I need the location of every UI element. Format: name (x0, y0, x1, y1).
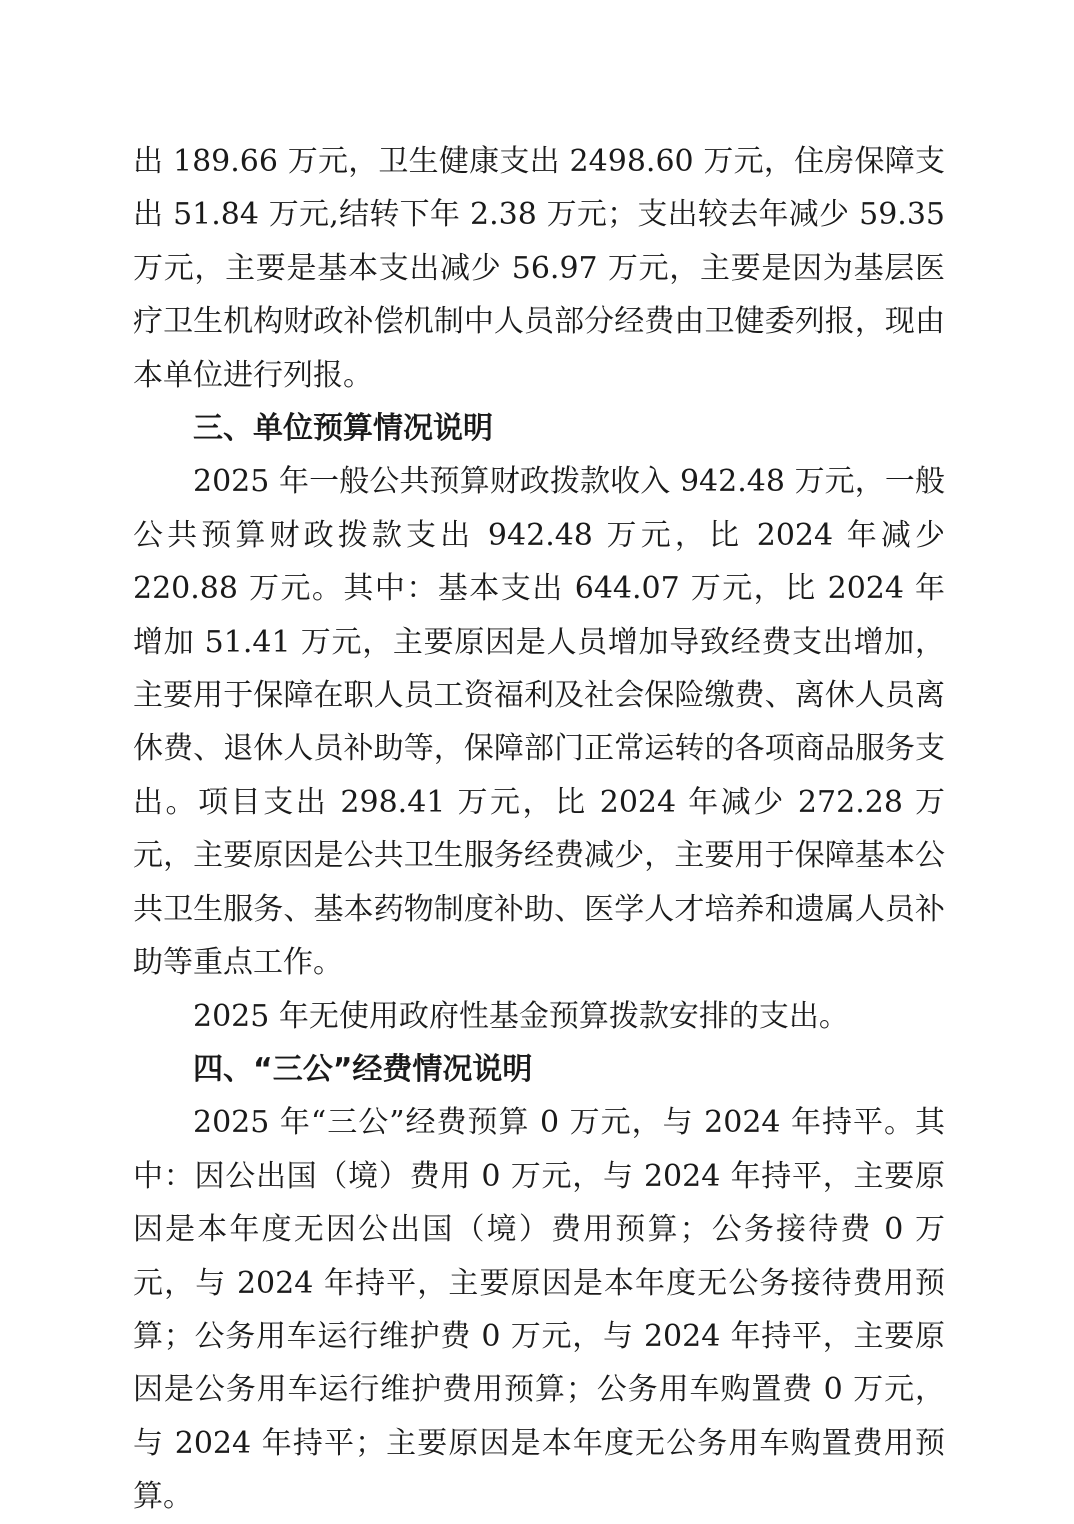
section-heading-unit-budget: 三、单位预算情况说明 (193, 411, 493, 447)
paragraph-general-budget: 2025 年一般公共预算财政拨款收入 942.48 万元，一般公共预算财政拨款支出 942.48 万元，比 2024 年减少 220.88 万元。其中：基本支出 644.07 万元，比 2024 年增加 51.41 万元，主要原因是人员增加导致经费支出增加，主要用于保障在职人员工资福利及社会保险缴费、离休人员离休费、退休人员补助等，保障部门正常运转的各项商品服务支出。项目支出 298.41 万元，比 2024 年减少 272.28 万元，主要原因是公共卫生服务经费减少，主要用于保障基本公共卫生服务、基本药物制度补助、医学人才培养和遗属人员补助等重点工作。 (133, 464, 945, 981)
paragraph-government-fund: 2025 年无使用政府性基金预算拨款安排的支出。 (193, 998, 849, 1034)
paragraph-continued-expenditure: 出 189.66 万元，卫生健康支出 2498.60 万元，住房保障支出 51.84 万元,结转下年 2.38 万元；支出较去年减少 59.35 万元，主要是基本支出减少 56.97 万元，主要是因为基层医疗卫生机构财政补偿机制中人员部分经费由卫健委列报，现由本单位进行列报。 (133, 144, 945, 393)
paragraph-three-public-expenses: 2025 年“三公”经费预算 0 万元，与 2024 年持平。其中：因公出国（境）费用 0 万元，与 2024 年持平，主要原因是本年度无因公出国（境）费用预算；公务接待费 0 万元，与 2024 年持平，主要原因是本年度无公务接待费用预算；公务用车运行维护费 0 万元，与 2024 年持平，主要原因是公务用车运行维护费用预算；公务用车购置费 0 万元，与 2024 年持平；主要原因是本年度无公务用车购置费用预算。 (133, 1105, 945, 1515)
section-heading-three-public-expenses: 四、“三公”经费情况说明 (193, 1051, 533, 1087)
document-page (133, 135, 945, 1524)
